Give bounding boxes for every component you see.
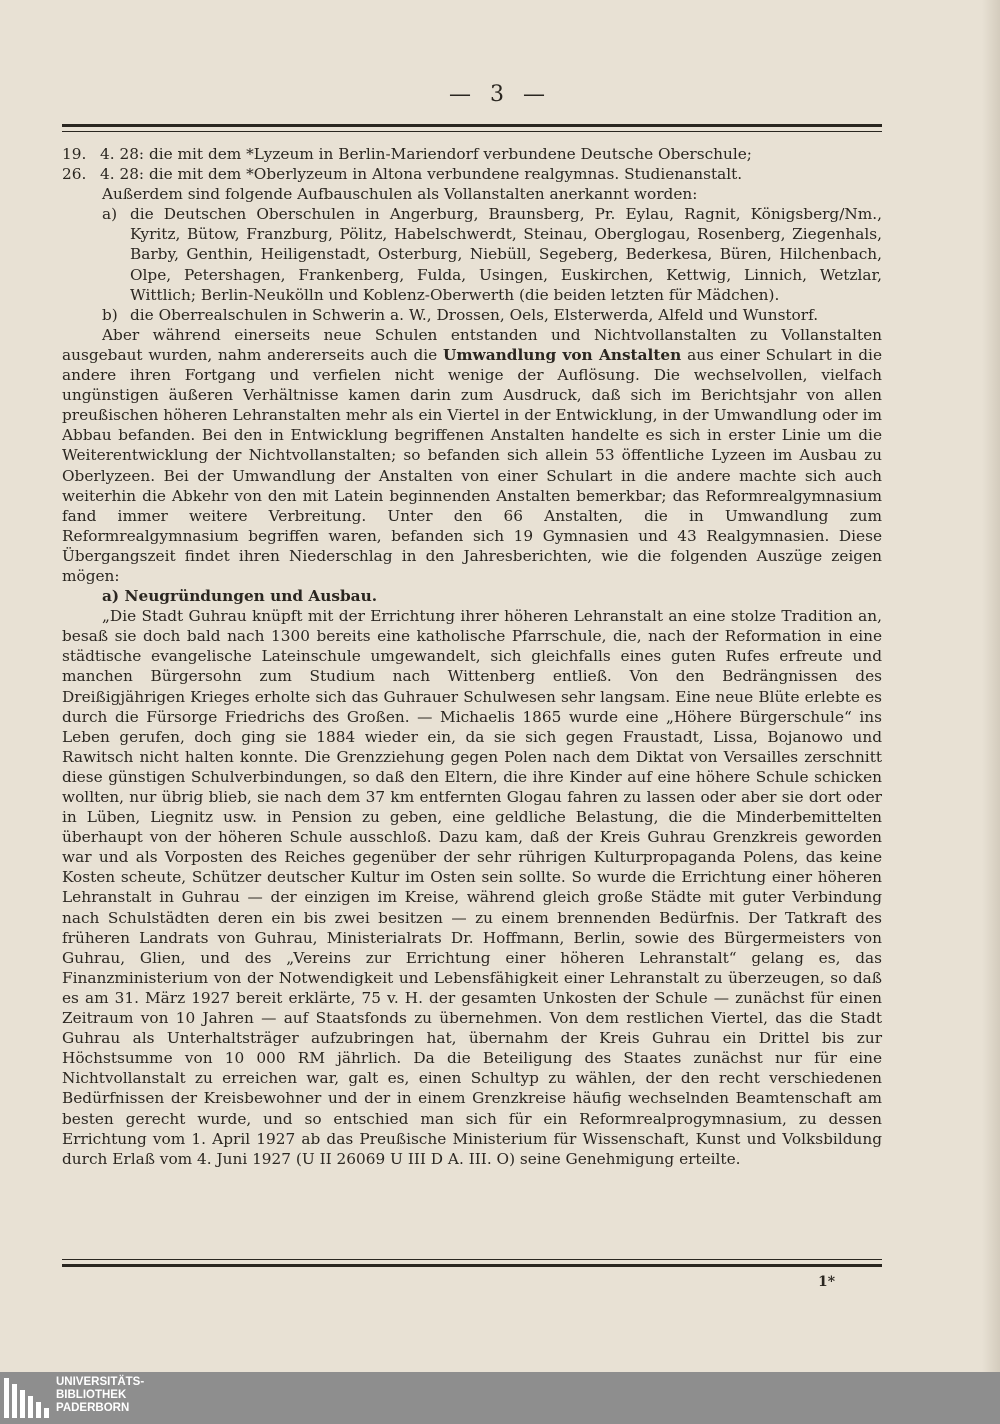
entry-19 (62, 144, 882, 164)
paragraph-1-rest: aus einer Schulart in die andere ihren Fortgang und verfielen nicht wenige der Auflösung. Die wechselvollen, vielfach ungünstigen äußeren Verhältnisse kamen darin zum Ausdruck, daß sich im Berichtsjahr von allen preußischen höheren Lehranstalten mehr als ein Viertel in der Entwicklung, in der Umwandlung oder im Abbau befanden. Bei den in Entwicklung begriffenen Anstalten handelte es sich in erster Linie um die Weiterentwicklung der Nichtvollanstalten; so befanden sich allein 53 öffentliche Lyzeen im Ausbau zu Oberlyzeen. Bei der Umwandlung der Anstalten von einer Schulart in die andere machte sich auch weiterhin die Abkehr von den mit Latein beginnenden Anstalten bemerkbar; das Reformrealgymnasium fand immer weitere Verbreitung. Unter den 66 Anstalten, die in Umwandlung zum Reformrealgymnasium begriffen waren, befanden sich 19 Gymnasien und 43 Realgymnasien. Diese Übergangszeit findet ihren Niederschlag in den Jahresberichten, wie die folgenden Auszüge zeigen mögen: (62, 345, 883, 585)
list-text: die Deutschen Oberschulen in Angerburg, Braunsberg, Pr. Eylau, Ragnit, Königsberg/Nm., Kyritz, Bütow, Franzburg, Pölitz, Habelschwerdt, Steinau, Oberglogau, Rosenberg, Ziegenhals, Barby, Genthin, Heiligenstadt, Osterburg, Niebüll, Segeberg, Bederkesa, Büren, Hilchenbach, Olpe, Petershagen, Frankenberg, Fulda, Usingen, Euskirchen, Kettwig, Linnich, Wetzlar, Wittlich; Berlin-Neukölln und Koblenz-Oberwerth (die beiden letzten für Mädchen). (130, 205, 882, 304)
subheading-a: a) Neugründungen und Ausbau. (102, 587, 378, 606)
paragraph-1 (62, 325, 882, 586)
list-item-b (62, 305, 882, 325)
entry-text: 4. 28: die mit dem *Lyzeum in Berlin-Mariendorf verbundene Deutsche Oberschule; (100, 145, 752, 163)
signature-mark: 1* (818, 1274, 836, 1290)
library-name-line-1: UNIVERSITÄTS- (56, 1376, 145, 1388)
list-text: die Oberrealschulen in Schwerin a. W., Drossen, Oels, Elsterwerda, Alfeld und Wunstorf. (130, 305, 819, 324)
library-name-line-2: BIBLIOTHEK (56, 1389, 127, 1401)
page-number: — 3 — (449, 82, 551, 107)
list-label: b) (102, 305, 118, 324)
page-edge-shadow (982, 0, 1000, 1372)
library-logo-icon (4, 1378, 50, 1418)
entry-text: 4. 28: die mit dem *Oberlyzeum in Altona verbundene realgymnas. Studienanstalt. (100, 165, 743, 184)
library-name-line-3: PADERBORN (56, 1402, 130, 1414)
paragraph-1-emphasis: Umwandlung von Anstalten (443, 345, 682, 364)
bottom-rule-thick (62, 1264, 882, 1267)
intro-line: Außerdem sind folgende Aufbauschulen als Vollanstalten anerkannt worden: (102, 185, 698, 204)
paragraph-1-start: Aber während einerseits neue Schulen entstanden und Nichtvollanstalten zu Vollanstalten ausgebaut wurden, nahm andererseits auch die (62, 325, 882, 364)
entry-number: 19. (62, 145, 87, 163)
body-text (62, 144, 882, 1169)
top-rule-thick (62, 124, 882, 127)
bottom-rule-thin (62, 1259, 882, 1260)
library-name (56, 1376, 144, 1415)
top-rule-thin (62, 131, 882, 132)
list-item-a (62, 204, 882, 304)
library-footer-bar (0, 1372, 1000, 1424)
paragraph-2: „Die Stadt Guhrau knüpft mit der Errichtung ihrer höheren Lehranstalt an eine stolze Tradition an, besaß sie doch bald nach 1300 bereits eine katholische Pfarrschule, die, nach der Reformation in eine städtische evangelische Lateinschule umgewandelt, sich gleichfalls eines guten Rufes erfreute und manchen Bürgersohn zum Studium nach Wittenberg entließ. Von den Bedrängnissen des Dreißigjährigen Krieges erholte sich das Guhrauer Schulwesen sehr langsam. Eine neue Blüte erlebte es durch die Fürsorge Friedrichs des Großen. — Michaelis 1865 wurde eine „Höhere Bürgerschule“ ins Leben gerufen, doch ging sie 1884 wieder ein, da sie sich gegen Fraustadt, Lissa, Bojanowo und Rawitsch nicht halten konnte. Die Grenzziehung gegen Polen nach dem Diktat von Versailles zerschnitt diese günstigen Schulverbindungen, so daß den Eltern, die ihre Kinder auf eine höhere Schule schicken wollten, nur übrig blieb, sie nach dem 37 km entfernten Glogau fahren zu lassen oder aber sie dort oder in Lüben, Liegnitz usw. in Pension zu geben, eine geldliche Belastung, die die Minderbemittelten überhaupt von der höheren Schule ausschloß. Dazu kam, daß der Kreis Guhrau Grenzkreis geworden war und als Vorposten des Reiches gegenüber der sehr rührigen Kulturpropaganda Polens, das keine Kosten scheute, Schützer deutscher Kultur im Osten sein sollte. So wurde die Errichtung einer höheren Lehranstalt in Guhrau — der einzigen im Kreise, während gleich große Städte mit guter Verbindung nach Schulstädten deren ein bis zwei besitzen — zu einem brennenden Bedürfnis. Der Tatkraft des früheren Landrats von Guhrau, Ministerialrats Dr. Hoffmann, Berlin, sowie des Bürgermeisters von Guhrau, Glien, und des „Vereins zur Errichtung einer höheren Lehranstalt“ gelang es, das Finanzministerium von der Notwendigkeit und Lebensfähigkeit einer Lehranstalt zu überzeugen, so daß es am 31. März 1927 bereit erklärte, 75 v. H. der gesamten Unkosten der Schule — zunächst für einen Zeitraum von 10 Jahren — auf Staatsfonds zu übernehmen. Von dem restlichen Viertel, das die Stadt Guhrau als Unterhaltsträger aufzubringen hat, übernahm der Kreis Guhrau ein Drittel bis zur Höchstsumme von 10 000 RM jährlich. Da die Beteiligung des Staates zunächst nur für eine Nichtvollanstalt zu erreichen war, galt es, einen Schultyp zu wählen, der den recht verschiedenen Bedürfnissen der Kreisbewohner und der in einem Grenzkreise häufig wechselnden Beamtenschaft am besten gerecht wurde, und so entschied man sich für ein Reformrealprogymnasium, zu dessen Errichtung vom 1. April 1927 ab das Preußische Ministerium für Wissenschaft, Kunst und Volksbildung durch Erlaß vom 4. Juni 1927 (U II 26069 U III D A. III. O) seine Genehmigung erteilte. (62, 607, 882, 1168)
entry-number: 26. (62, 165, 87, 184)
list-label: a) (102, 205, 118, 224)
entry-26 (62, 164, 882, 184)
